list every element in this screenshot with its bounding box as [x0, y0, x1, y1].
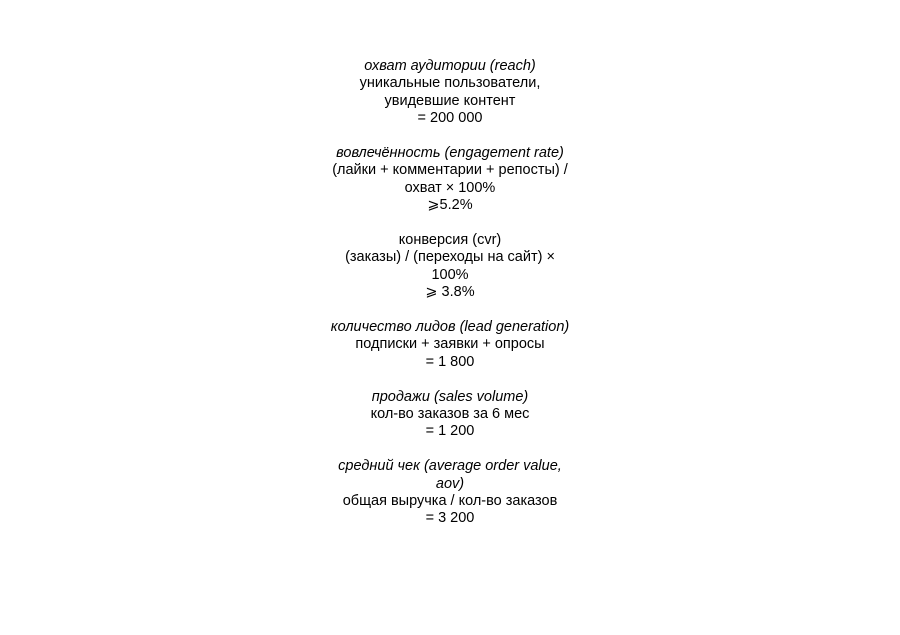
metric-value: ⩾ 3.8% [425, 284, 475, 301]
metric-lead-generation [300, 319, 600, 371]
metric-formula: (лайки + комментарии + репосты) / [332, 162, 568, 179]
metric-sales-volume [300, 389, 600, 441]
metric-title: продажи (sales volume) [371, 388, 529, 405]
metric-reach [300, 58, 600, 128]
metric-title: вовлечённость (engagement rate) [336, 145, 564, 162]
metric-value: = 3 200 [425, 510, 475, 527]
metric-definition: кол-во заказов за 6 мес [370, 406, 530, 423]
metric-title: средний чек (average order value, [338, 458, 562, 475]
metric-conversion [300, 232, 600, 302]
metric-title: aov) [435, 475, 465, 492]
metrics-list [300, 58, 600, 545]
metric-formula: подписки + заявки + опросы [355, 336, 545, 353]
metric-value: = 1 800 [425, 353, 475, 370]
metric-value: = 1 200 [425, 423, 475, 440]
metric-definition: увидевшие контент [384, 92, 516, 109]
metric-title: количество лидов (lead generation) [330, 319, 570, 336]
metric-title: конверсия (cvr) [398, 232, 502, 249]
metric-formula: охват × 100% [404, 179, 496, 196]
metric-definition: уникальные пользователи, [359, 75, 541, 92]
metric-engagement-rate [300, 145, 600, 215]
metric-formula: 100% [431, 266, 469, 283]
metric-formula: общая выручка / кол-во заказов [342, 493, 558, 510]
metric-value: = 200 000 [417, 110, 483, 127]
metric-average-order-value [300, 458, 600, 528]
metric-value: ⩾5.2% [427, 197, 473, 214]
metric-formula: (заказы) / (переходы на сайт) × [345, 249, 555, 266]
metric-title: охват аудитории (reach) [364, 58, 536, 74]
